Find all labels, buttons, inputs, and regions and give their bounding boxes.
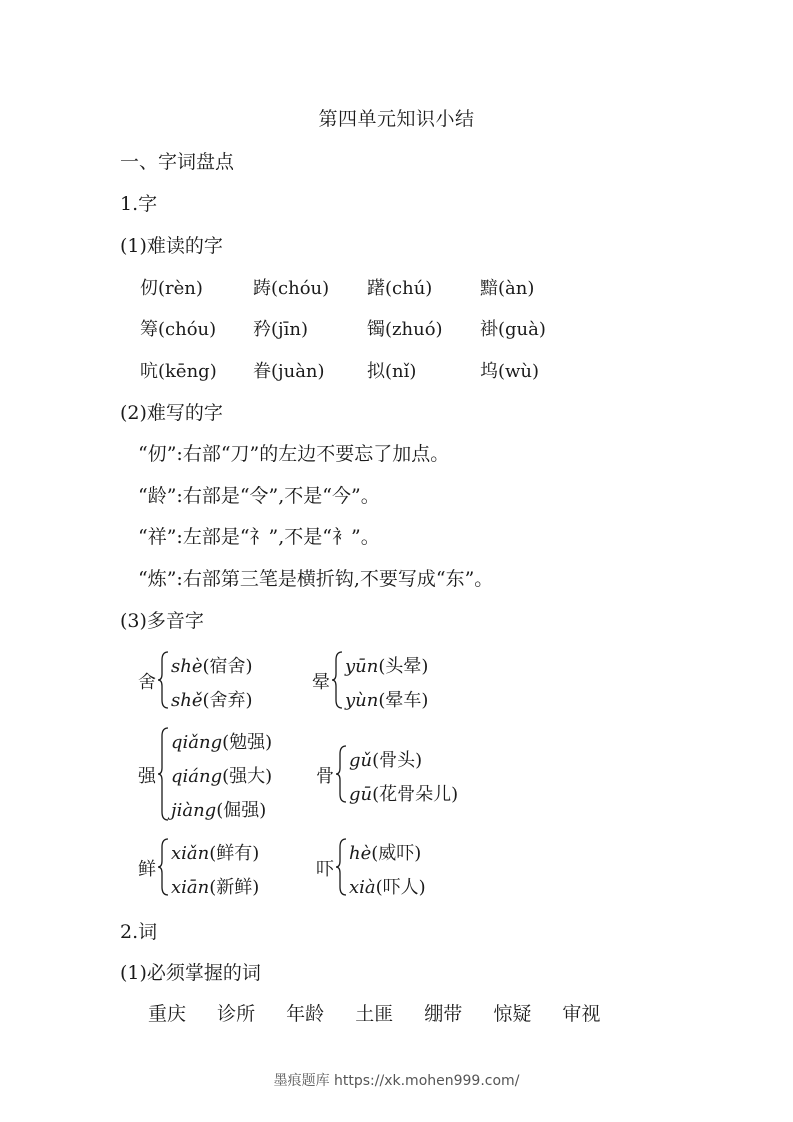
hard-read-item: 褂(guà)	[480, 319, 546, 340]
brace-icon	[158, 837, 170, 897]
hard-read-item: 仞(rèn)	[140, 278, 203, 299]
watermark-footer: 墨痕题库 https://xk.mohen999.com/	[273, 1073, 520, 1089]
hard-write-item: “仞”:右部“刀”的左边不要忘了加点。	[138, 443, 450, 465]
hard-read-item: 矜(jīn)	[253, 319, 308, 340]
brace-icon	[336, 837, 348, 897]
polyphone-char: 强	[138, 766, 156, 787]
polyphone-reading: shè(宿舍)	[171, 656, 253, 677]
word-item: 重庆	[148, 1003, 187, 1025]
hard-write-item: “龄”:右部是“令”,不是“今”。	[138, 485, 380, 507]
word-item: 审视	[562, 1003, 601, 1025]
hard-read-item: 吭(kēng)	[140, 361, 217, 382]
hard-read-item: 筹(chóu)	[140, 319, 217, 340]
polyphone-reading: hè(威吓)	[349, 843, 422, 864]
polyphone-reading: qiáng(强大)	[171, 766, 273, 787]
word-item: 诊所	[217, 1003, 256, 1025]
polyphone-reading: xiān(新鲜)	[171, 877, 260, 898]
polyphone-reading: qiǎng(勉强)	[171, 732, 273, 753]
subsection-characters: 1.字	[120, 193, 158, 215]
polyphone-reading: shě(舍弃)	[171, 690, 253, 711]
polyphone-reading: xiǎn(鲜有)	[171, 843, 260, 864]
polyphone-char: 吓	[316, 859, 334, 880]
brace-icon	[332, 650, 344, 710]
subsection-words: 2.词	[120, 921, 158, 943]
page-title: 第四单元知识小结	[318, 108, 475, 130]
must-words-heading: (1)必须掌握的词	[120, 962, 261, 984]
polyphone-char: 鲜	[138, 859, 156, 880]
section-heading-vocab: 一、字词盘点	[120, 151, 235, 173]
hard-read-item: 躇(chú)	[367, 278, 433, 299]
polyphone-reading: yùn(晕车)	[345, 690, 429, 711]
polyphone-char: 晕	[312, 672, 330, 693]
hard-write-item: “祥”:左部是“礻”,不是“衤”。	[138, 526, 380, 548]
polyphone-reading: yūn(头晕)	[345, 656, 429, 677]
word-item: 年龄	[286, 1003, 325, 1025]
brace-icon	[158, 650, 170, 710]
word-item: 绷带	[424, 1003, 463, 1025]
hard-write-heading: (2)难写的字	[120, 402, 223, 424]
polyphone-reading: xià(吓人)	[349, 877, 426, 898]
polyphone-reading: jiàng(倔强)	[171, 800, 267, 821]
hard-read-heading: (1)难读的字	[120, 235, 223, 257]
brace-icon	[336, 744, 348, 804]
polyphone-char: 舍	[138, 672, 156, 693]
hard-read-item: 眷(juàn)	[253, 361, 325, 382]
hard-read-item: 拟(nǐ)	[367, 361, 417, 382]
polyphone-reading: gǔ(骨头)	[349, 750, 423, 771]
word-item: 土匪	[355, 1003, 394, 1025]
hard-read-item: 坞(wù)	[480, 361, 540, 382]
hard-read-item: 踌(chóu)	[253, 278, 330, 299]
polyphone-reading: gū(花骨朵儿)	[349, 784, 459, 805]
hard-read-item: 镯(zhuó)	[367, 319, 443, 340]
hard-write-item: “炼”:右部第三笔是横折钩,不要写成“东”。	[138, 568, 494, 590]
must-words-list	[148, 999, 625, 1026]
word-item: 惊疑	[493, 1003, 532, 1025]
polyphone-heading: (3)多音字	[120, 610, 204, 632]
brace-icon	[158, 726, 170, 822]
hard-read-item: 黯(àn)	[480, 278, 535, 299]
polyphone-char: 骨	[316, 766, 334, 787]
